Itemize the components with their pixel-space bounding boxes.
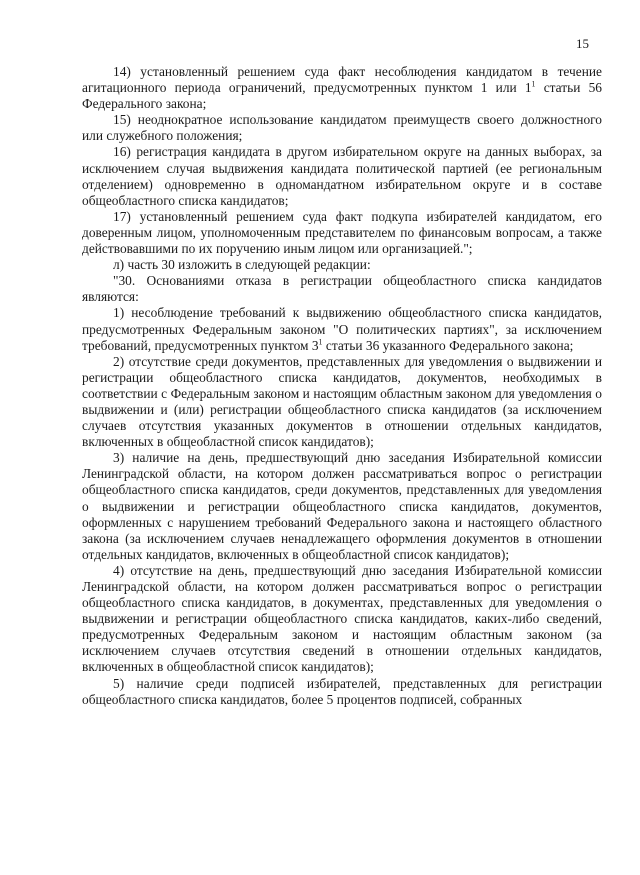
paragraph-item-15: 15) неоднократное использование кандидатом преимуществ своего должностного или служебного положения; [82, 112, 602, 144]
superscript: 1 [531, 79, 536, 89]
page-number: 15 [576, 36, 589, 51]
paragraph-item-3: 3) наличие на день, предшествующий дню заседания Избирательной комиссии Ленинградской области, на котором должен рассматриваться вопрос о регистрации общеобластного списка кандидатов, среди документов, представленных для уведомления о выдвижении и регистрации общеобластного списка кандидатов, документов, оформленных с нарушением требований Федерального закона и настоящего областного закона (за исключением случаев ненадлежащего оформления документов в отношении отдельных кандидатов, включенных в общеобластной список кандидатов); [82, 450, 602, 562]
paragraph-item-14 [82, 64, 602, 112]
paragraph-item-16: 16) регистрация кандидата в другом избирательном округе на данных выборах, за исключением случая выдвижения кандидата политической партией (ее региональным отделением) одновременно в одномандатном избирательном округе и в составе общеобластного списка кандидатов; [82, 144, 602, 208]
paragraph-item-17: 17) установленный решением суда факт подкупа избирателей кандидатом, его доверенным лицом, уполномоченным представителем по финансовым вопросам, а также действовавшими по их поручению иным лицом или организацией."; [82, 208, 602, 257]
paragraph-text: 1) несоблюдение требований к выдвижению общеобластного списка кандидатов, предусмотренных Федеральным законом "О политических партиях", за исключением требований, предусмотренных пунктом 3 [82, 305, 602, 353]
paragraph-amendment-l: л) часть 30 изложить в следующей редакции: [113, 257, 371, 273]
paragraph-part-30: "30. Основаниями отказа в регистрации общеобластного списка кандидатов являются: [82, 273, 602, 305]
paragraph-text-tail: статьи 56 Федерального закона; [82, 80, 602, 112]
paragraph-item-1 [82, 305, 602, 353]
document-body [82, 64, 602, 708]
paragraph-item-5: 5) наличие среди подписей избирателей, представленных для регистрации общеобластного списка кандидатов, более 5 процентов подписей, собранных [82, 675, 602, 707]
paragraph-item-4: 4) отсутствие на день, предшествующий дню заседания Избирательной комиссии Ленинградской области, на котором должен рассматриваться вопрос о регистрации общеобластного списка кандидатов, в документах, представленных для уведомления о выдвижении и регистрации общеобластного списка кандидатов, каких-либо сведений, предусмотренных Федеральным законом и настоящим областным законом (за исключением случаев отсутствия сведений в отношении отдельных кандидатов, включенных в общеобластной список кандидатов); [82, 562, 602, 675]
superscript: 1 [318, 337, 323, 347]
paragraph-text: 14) установленный решением суда факт несоблюдения кандидатом в течение агитационного периода ограничений, предусмотренных пунктом 1 или 1 [82, 64, 602, 96]
paragraph-text-tail: статьи 36 указанного Федерального закона; [322, 337, 574, 353]
paragraph-item-2: 2) отсутствие среди документов, представленных для уведомления о выдвижении и регистрации общеобластного списка кандидатов, документов, необходимых в соответствии с Федеральным законом и настоящим областным законом для уведомления о выдвижении и (или) регистрации общеобластного списка кандидатов (за исключением случаев отсутствия указанных документов в отношении отдельных кандидатов, включенных в общеобластной список кандидатов); [82, 353, 602, 450]
